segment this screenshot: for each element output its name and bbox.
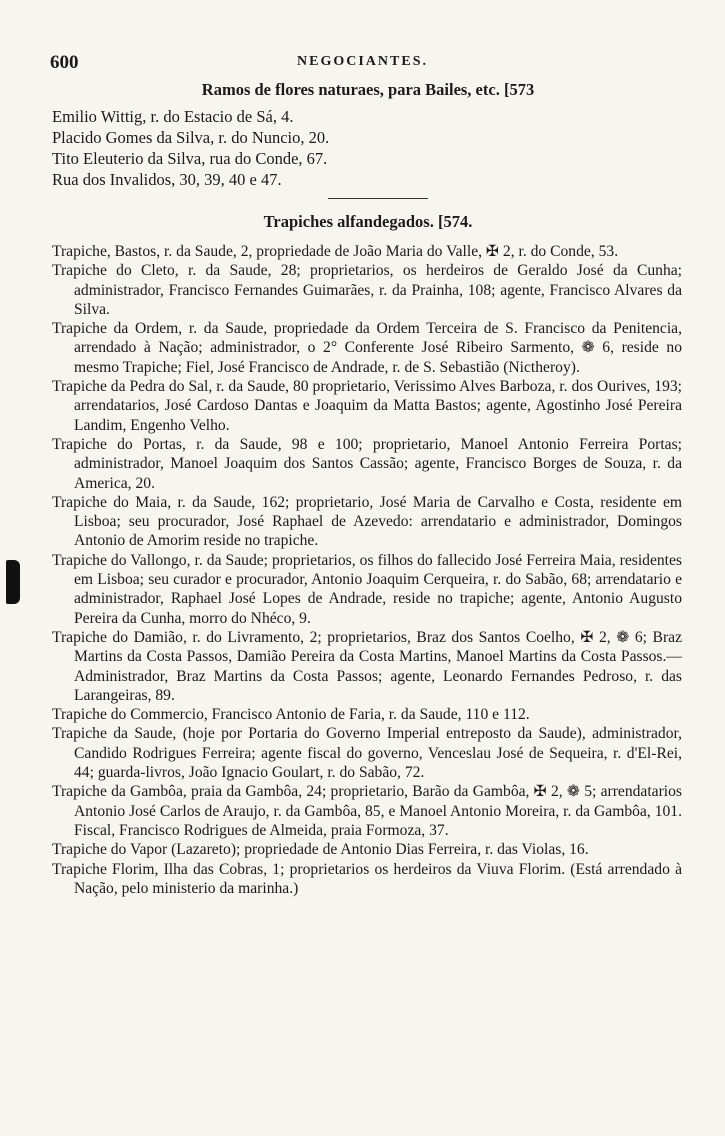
binding-mark (6, 560, 20, 604)
trapiches-list (52, 242, 682, 898)
list-item: Emilio Wittig, r. do Estacio de Sá, 4. (52, 107, 294, 126)
list-item: Trapiche da Gambôa, praia da Gambôa, 24; proprietario, Barão da Gambôa, ✠ 2, ❁ 5; arrendatarios Antonio José Carlos de Araujo, r. da Gambôa, 85, e Manoel Antonio Moreira, r. da Gambôa, 101. Fiscal, Francisco Rodrigues de Almeida, praia Formoza, 37. (52, 783, 682, 839)
list-item: Trapiche do Maia, r. da Saude, 162; proprietario, José Maria de Carvalho e Costa, residente em Lisboa; seu procurador, José Raphael de Azevedo: arrendatario e administrador, Domingos Antonio de Amorim reside no trapiche. (52, 493, 682, 550)
list-item: Trapiche Florim, Ilha das Cobras, 1; proprietarios os herdeiros da Viuva Florim. (Está arrendado à Nação, pelo ministerio da marinha.) (52, 860, 682, 897)
list-item: Placido Gomes da Silva, r. do Nuncio, 20. (52, 128, 330, 147)
list-item: Trapiche do Damião, r. do Livramento, 2; proprietarios, Braz dos Santos Coelho, ✠ 2, ❁ 6; Braz Martins da Costa Passos, Damião Pereira da Costa Martins, Manoel Martins da Costa Passos.— Administrador, Braz Martins da Costa Passos; agente, Leonardo Fernandes Pedroso, r. das Larangeiras, 89. (52, 628, 682, 704)
page-number: 600 (50, 52, 79, 73)
list-item: Trapiche da Saude, (hoje por Portaria do Governo Imperial entreposto da Saude), administrador, Candido Rodrigues Ferreira; agente fiscal do governo, Venceslau José de Sequeira, r. d'El-Rei, 44; guarda-livros, João Ignacio Goulart, r. do Sabão, 72. (52, 725, 682, 782)
list-item: Trapiche do Commercio, Francisco Antonio de Faria, r. da Saude, 110 e 112. (52, 706, 530, 724)
flowers-list (52, 106, 692, 190)
list-item: Trapiche do Vapor (Lazareto); propriedade de Antonio Dias Ferreira, r. das Violas, 16. (52, 841, 589, 859)
section-heading-flowers: Ramos de flores naturaes, para Bailes, etc. [573 (201, 80, 535, 99)
list-item: Trapiche da Pedra do Sal, r. da Saude, 80 proprietario, Verissimo Alves Barboza, r. dos Ourives, 193; arrendatarios, José Cardoso Dantas e Joaquim da Matta Bastos; agente, Agostinho José Pereira Landim, Engenho Velho. (52, 378, 682, 434)
list-item: Trapiche do Portas, r. da Saude, 98 e 100; proprietario, Manoel Antonio Ferreira Portas; administrador, Manoel Joaquim dos Santos Cassão; agente, Francisco Borges de Souza, r. da America, 20. (52, 435, 682, 492)
running-title: NEGOCIANTES. (297, 54, 428, 69)
list-item: Trapiche, Bastos, r. da Saude, 2, propriedade de João Maria do Valle, ✠ 2, r. do Conde, 53. (52, 243, 619, 260)
section-heading-trapiches: Trapiches alfandegados. [574. (263, 212, 473, 231)
list-item: Trapiche da Ordem, r. da Saude, propriedade da Ordem Terceira de S. Francisco da Penitencia, arrendado à Nação; administrador, o 2° Conferente José Ribeiro Sarmento, ❁ 6, reside no mesmo Trapiche; Fiel, José Francisco de Andrade, r. de S. Sebastião (Nictheroy). (52, 320, 682, 376)
section-divider (328, 198, 428, 199)
list-item: Trapiche do Vallongo, r. da Saude; proprietarios, os filhos do fallecido José Ferreira Maia, residentes em Lisboa; seu curador e procurador, Antonio Joaquim Cerqueira, r. do Sabão, 68; arrendatario e administrador, Raphael José Lopes de Andrade, reside no trapiche; agente, Antonio Augusto Pereira da Cunha, morro do Nhéco, 9. (52, 551, 682, 627)
list-item: Rua dos Invalidos, 30, 39, 40 e 47. (52, 170, 282, 189)
list-item: Tito Eleuterio da Silva, rua do Conde, 67. (52, 149, 328, 168)
list-item: Trapiche do Cleto, r. da Saude, 28; proprietarios, os herdeiros de Geraldo José da Cunha; administrador, Francisco Fernandes Guimarães, r. da Prainha, 108; agente, Francisco Alvares da Silva. (52, 262, 682, 318)
